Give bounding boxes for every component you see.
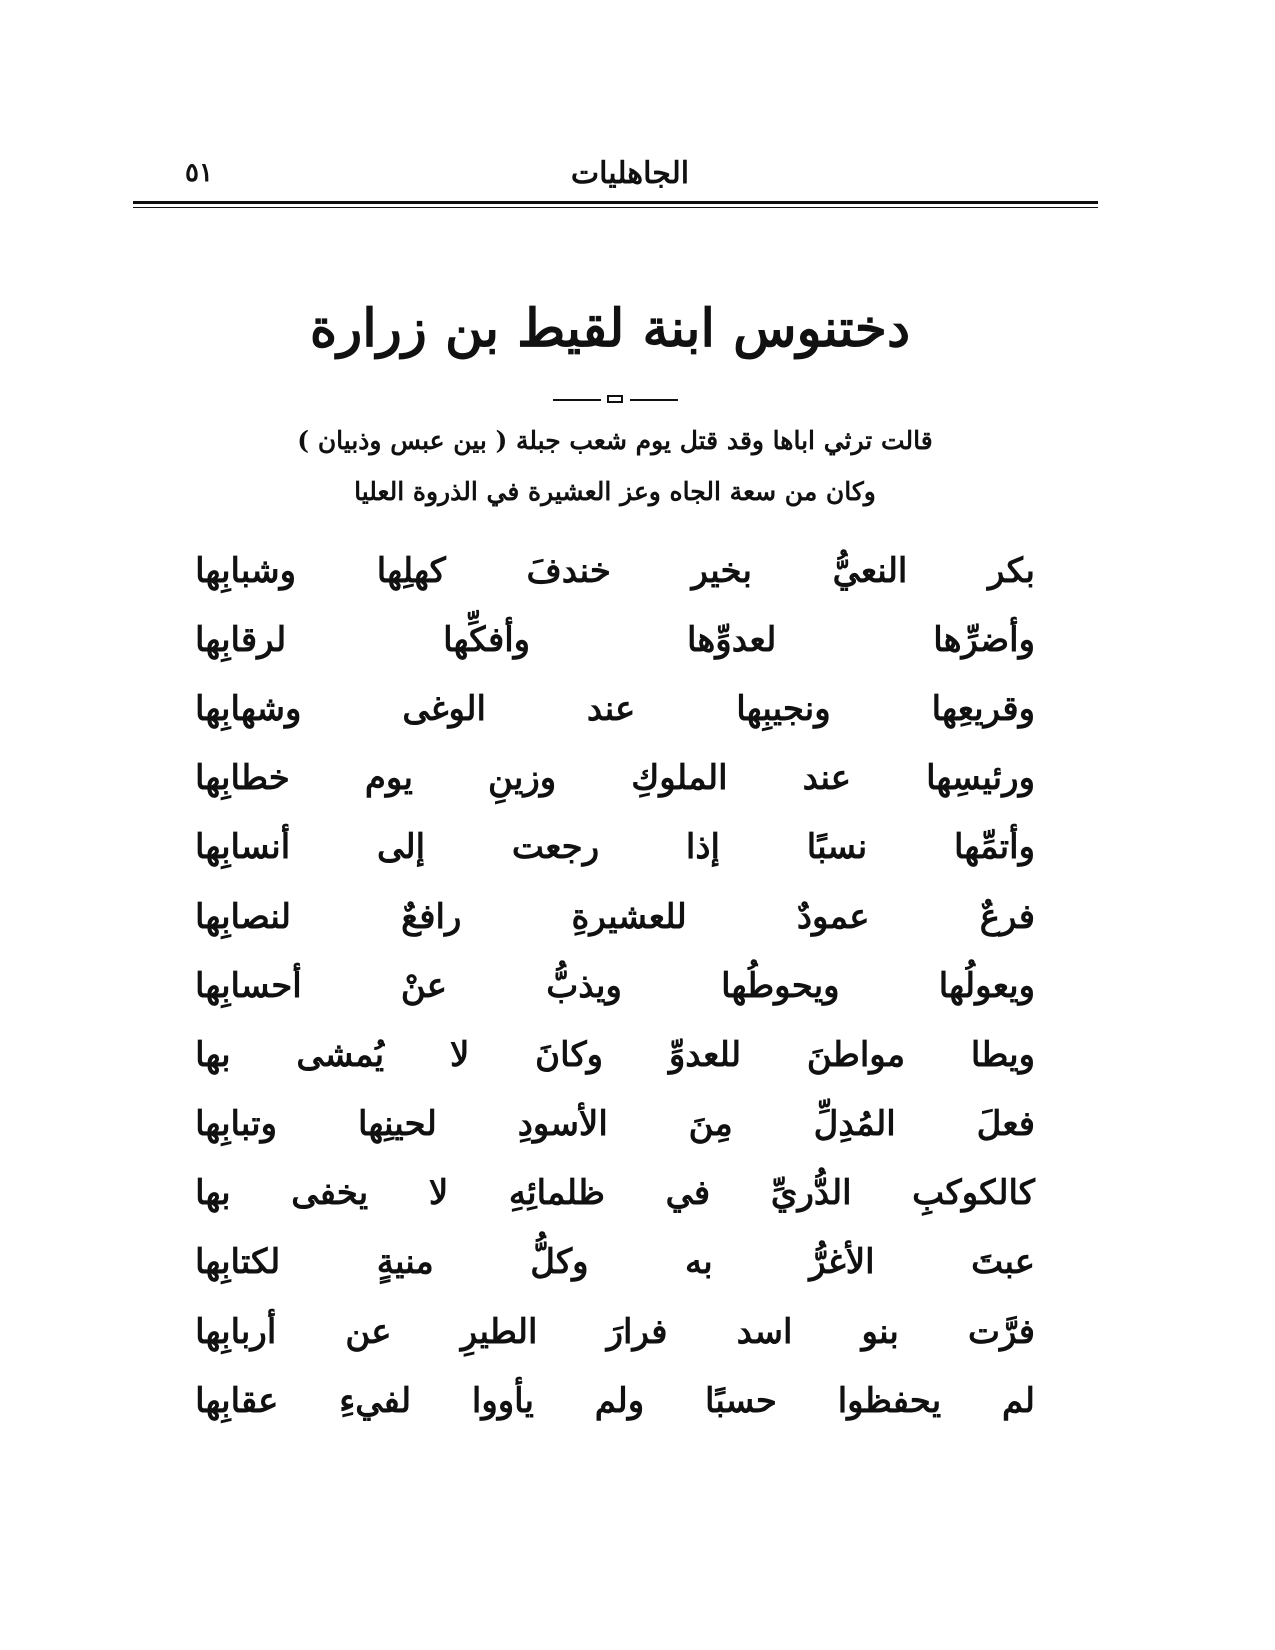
verse-word: المُدِلِّ: [813, 1104, 896, 1145]
verse-line: [195, 1228, 1035, 1297]
verse-word: خندفَ: [526, 550, 611, 591]
verse-word: ويطا: [970, 1034, 1035, 1075]
verse-word: لرقابِها: [195, 619, 287, 660]
verse-word: يخفى: [291, 1173, 369, 1214]
header-rule: [133, 201, 1098, 204]
verse-word: لا: [449, 1034, 470, 1075]
verse-word: فرَّت: [967, 1311, 1035, 1352]
verse-word: مِنَ: [688, 1104, 733, 1145]
verse-word: يحفظوا: [837, 1380, 942, 1421]
verse-word: نسبًا: [806, 827, 868, 868]
verse-line: [195, 882, 1035, 951]
verse-word: يُمشى: [296, 1034, 385, 1075]
verse-word: عمودٌ: [796, 896, 870, 937]
verse-word: عن: [345, 1311, 392, 1352]
verse-word: وشبابِها: [195, 550, 297, 591]
verse-word: لنصابِها: [195, 896, 291, 937]
verse-line: [195, 1297, 1035, 1366]
verse-word: منيةٍ: [376, 1242, 434, 1283]
verse-word: لكتابِها: [195, 1242, 281, 1283]
verse-word: عند: [586, 688, 636, 729]
verse-word: وكانَ: [535, 1034, 604, 1075]
verse-word: لم: [1002, 1380, 1035, 1421]
header-rule-thin: [133, 207, 1098, 208]
verse-word: ويعولُها: [938, 965, 1035, 1006]
verse-word: النعيُّ: [832, 550, 908, 591]
verse-line: [195, 536, 1035, 605]
verse-word: كالكوكبِ: [912, 1173, 1035, 1214]
verse-word: الطيرِ: [460, 1311, 538, 1352]
verse-word: فعلَ: [976, 1104, 1035, 1145]
verse-word: في: [665, 1173, 711, 1214]
running-title: الجاهليات: [570, 156, 690, 191]
verse-word: وزينِ: [487, 758, 557, 799]
verse-word: فرعٌ: [979, 896, 1035, 937]
verse-word: وأفكِّها: [443, 619, 531, 660]
verse-word: يأووا: [471, 1380, 534, 1421]
verse-word: وشهابِها: [195, 688, 302, 729]
verse-word: فرارَ: [606, 1311, 668, 1352]
verse-word: يوم: [364, 758, 413, 799]
verse-line: [195, 951, 1035, 1020]
verse-word: رافعٌ: [401, 896, 462, 937]
verse-word: للعدوِّ: [668, 1034, 742, 1075]
verse-word: أنسابِها: [195, 827, 291, 868]
poem-verses: [195, 536, 1035, 1435]
verse-line: [195, 1366, 1035, 1435]
verse-word: الأغرُّ: [809, 1242, 875, 1283]
poem-title: دختنوس ابنة لقيط بن زرارة: [309, 298, 911, 359]
verse-word: أحسابِها: [195, 965, 302, 1006]
verse-line: [195, 674, 1035, 743]
page-number: ٥١: [185, 158, 213, 188]
verse-word: أربابِها: [195, 1311, 277, 1352]
verse-word: الأسودِ: [517, 1104, 608, 1145]
verse-word: رجعت: [511, 827, 600, 868]
verse-word: بكر: [988, 550, 1035, 591]
verse-word: ونجيبِها: [736, 688, 831, 729]
verse-word: عنْ: [400, 965, 448, 1006]
verse-word: اسد: [736, 1311, 793, 1352]
verse-word: ويحوطُها: [721, 965, 840, 1006]
verse-word: ويذبُّ: [546, 965, 622, 1006]
verse-word: به: [685, 1242, 713, 1283]
verse-word: الوغى: [402, 688, 486, 729]
verse-word: للعشيرةِ: [571, 896, 687, 937]
verse-line: [195, 1090, 1035, 1159]
verse-word: إذا: [685, 827, 720, 868]
verse-word: بخير: [691, 550, 752, 591]
verse-word: مواطنَ: [806, 1034, 906, 1075]
verse-word: كهلِها: [376, 550, 446, 591]
verse-word: لا: [428, 1173, 449, 1214]
verse-word: بنو: [861, 1311, 899, 1352]
verse-word: ولم: [594, 1380, 645, 1421]
verse-line: [195, 605, 1035, 674]
title-ornament: [553, 395, 678, 405]
verse-word: لعدوِّها: [686, 619, 777, 660]
intro-line: قالت ترثي اباها وقد قتل يوم شعب جبلة ( بين عبس وذبيان ): [297, 426, 933, 455]
verse-word: بها: [195, 1034, 231, 1075]
verse-line: [195, 1020, 1035, 1089]
verse-word: عبتَ: [971, 1242, 1035, 1283]
verse-word: الدُّريِّ: [770, 1173, 852, 1214]
verse-line: [195, 1159, 1035, 1228]
verse-word: لحينِها: [357, 1104, 437, 1145]
verse-word: بها: [195, 1173, 231, 1214]
verse-line: [195, 813, 1035, 882]
verse-word: وتبابِها: [195, 1104, 278, 1145]
verse-word: لفيءِ: [339, 1380, 412, 1421]
verse-word: عقابِها: [195, 1380, 279, 1421]
verse-word: ظلمائِهِ: [508, 1173, 605, 1214]
intro-line: وكان من سعة الجاه وعز العشيرة في الذروة العليا: [354, 477, 876, 506]
verse-word: الملوكِ: [631, 758, 728, 799]
verse-word: حسبًا: [704, 1380, 777, 1421]
verse-word: خطابِها: [195, 758, 290, 799]
verse-word: إلى: [376, 827, 426, 868]
verse-word: وأضرِّها: [933, 619, 1035, 660]
verse-word: عند: [802, 758, 851, 799]
verse-word: وقريعِها: [931, 688, 1035, 729]
verse-word: وأتمِّها: [953, 827, 1035, 868]
verse-word: ورئيسِها: [926, 758, 1035, 799]
verse-line: [195, 744, 1035, 813]
verse-word: وكلُّ: [530, 1242, 589, 1283]
